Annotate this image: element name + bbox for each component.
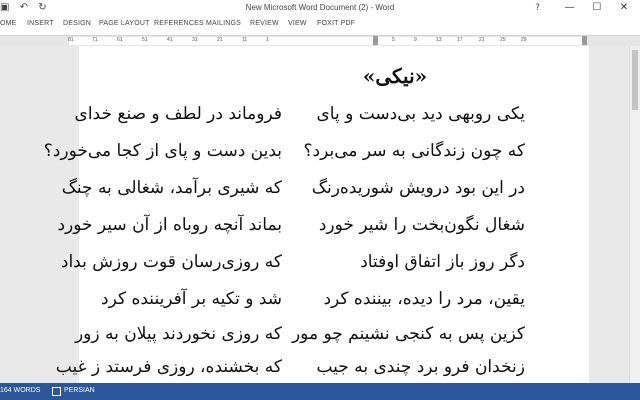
tab-home[interactable]: OME [0,20,17,27]
help-icon[interactable]: ? [535,3,540,13]
language-indicator[interactable]: PERSIAN [64,387,95,394]
ruler-tick: 21 [479,37,485,43]
window-title: New Microsoft Word Document (2) - Word [245,3,395,12]
ruler-tick: 29 [521,37,527,43]
ruler-tick: 41 [167,37,173,43]
poem-title: «نیکی» [362,64,428,88]
verse-right: کزین پس به کنجی نشینم چو مور [291,324,525,344]
tab-design[interactable]: DESIGN [63,20,92,27]
ruler-tick: 71 [92,37,98,43]
verse-left: که روزی نخوردند پیلان به زور [74,324,282,344]
window-controls [558,2,636,13]
verse-right: که چون زندگانی به سر می‌برد؟ [303,141,525,161]
ruler-tick: 1 [266,37,269,43]
ruler-tick: 81 [68,37,74,43]
word-count[interactable]: 164 WORDS [0,387,41,394]
ruler-tick: 21 [217,37,223,43]
tab-mailings[interactable]: MAILINGS [206,20,242,27]
ruler-tick: 25 [500,37,506,43]
verse-left: بدین دست و پای از کجا می‌خورد؟ [43,141,282,161]
tab-view[interactable]: VIEW [288,20,307,27]
tab-insert[interactable]: INSERT [27,20,54,27]
undo-icon[interactable]: ↶ [19,2,29,13]
ruler-indent-marker[interactable] [373,36,378,45]
verse-right: زنخدان فرو برد چندی به جیب [316,357,525,377]
verse-right: یکی روبهی دید بی‌دست و پای [316,104,525,124]
ruler-right-indent-marker[interactable] [582,36,587,45]
ruler-tick: 9 [414,37,417,43]
minimize-icon[interactable]: — [564,2,575,13]
maximize-icon[interactable]: ☐ [592,2,602,13]
close-icon[interactable]: ✕ [619,2,629,13]
save-icon[interactable]: ▣ [0,2,10,13]
verse-right: در این بود درویش شوریده‌رنگ [311,178,525,198]
verse-right: شغال نگون‌بخت را شیر خورد [318,215,525,235]
verse-left: که روزی‌رسان قوت روزش بداد [60,252,282,272]
ruler-tick: 31 [192,37,198,43]
horizontal-ruler[interactable] [0,36,640,46]
verse-left: که بخشنده، روزی فرستد ز غیب [55,357,282,377]
scrollbar-thumb[interactable] [632,50,638,110]
verse-right: دگر روز باز اتفاق اوفتاد [360,252,525,272]
ruler-tick: 61 [117,37,123,43]
proofing-icon[interactable] [52,387,61,396]
vertical-scrollbar[interactable] [629,46,640,383]
tab-review[interactable]: REVIEW [250,20,279,27]
ruler-tick: 11 [242,37,248,43]
verse-left: شد و تکیه بر آفریننده کرد [101,289,282,309]
tab-page-layout[interactable]: PAGE LAYOUT [99,20,150,27]
ribbon-tabs [0,17,640,36]
verse-right: یقین، مرد را دیده، بیننده کرد [323,289,525,309]
tab-references[interactable]: REFERENCES [154,20,204,27]
redo-icon[interactable]: ↻ [38,2,47,13]
ruler-tick: 51 [142,37,148,43]
ruler-tick: 13 [436,37,442,43]
verse-left: فروماند در لطف و صنع خدای [74,104,282,124]
verse-left: بماند آنچه روباه از آن سیر خورد [57,215,282,235]
verse-left: که شیری برآمد، شغالی به چنگ [61,178,282,198]
ruler-tick: 17 [457,37,463,43]
status-bar [0,383,640,400]
title-bar [0,0,640,17]
tab-foxit-pdf[interactable]: FOXIT PDF [317,20,356,27]
ruler-tick: 5 [392,37,395,43]
